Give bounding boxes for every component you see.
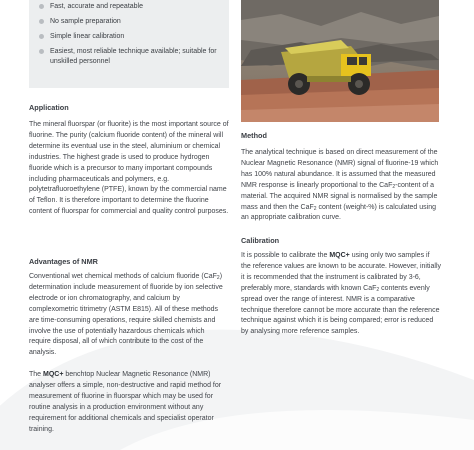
application-text: The mineral fluorspar (or fluorite) is the most important source of fluorine. The purity (calcium fluoride content) of the mineral will determine its eventual use in the steel, aluminium or chemical industries. The highest grade is used to produce hydrogen fluoride which is a precursor to many important compounds including pharmaceuticals and polymers, e.g. polytetrafluoroethylene (PTFE), known by the commercial name of Teflon. It is therefore important to determine the fluorine content of fluorspar for commercial and quality control purposes.	[29, 121, 229, 216]
advantages-text-1: Conventional wet chemical methods of calcium fluoride (CaF$_2$) determination include measurement of fluoride by ion selective electrode or ion chromatography, and calcium by complexometric titrimetry (ASTM E815). All of these methods are time-consuming operations, require skilled chemists and involve the use of potentially hazardous chemicals which require disposal, all of which contribute to the cost of the analysis.	[29, 273, 223, 357]
feature-item: Easiest, most reliable technique available; suitable for unskilled personnel	[39, 47, 224, 67]
bullet-icon	[39, 34, 44, 39]
features-panel	[29, 0, 229, 88]
brand-name: MQC+	[43, 371, 64, 378]
bullet-icon	[39, 19, 44, 24]
calibration-heading: Calibration	[241, 236, 280, 245]
method-heading: Method	[241, 131, 267, 140]
application-heading: Application	[29, 103, 69, 112]
bullet-icon	[39, 4, 44, 9]
bullet-icon	[39, 49, 44, 54]
method-text: The analytical technique is based on direct measurement of the Nuclear Magnetic Resonance (NMR) signal of fluorine-19 which has 100% natural abundance. It is assumed that the measured NMR response is linearly proportional to the CaF$_2$-content of a material. The acquired NMR signal is normalised by the sample mass and then the CaF$_2$ content (weight-%) is calculated using an appropriate calibration curve.	[241, 149, 439, 222]
advantages-heading: Advantages of NMR	[29, 257, 98, 266]
advantages-text-2: The MQC+ benchtop Nuclear Magnetic Resonance (NMR) analyser offers a simple, non-destructive and rapid method for measurement of fluorine in fluorspar which may be used for routine analysis in a production environment without any requirement for additional chemicals and specialist operator training.	[29, 371, 222, 433]
feature-list	[39, 2, 224, 72]
feature-item: Fast, accurate and repeatable	[39, 2, 224, 12]
calibration-text: It is possible to calibrate the MQC+ using only two samples if the reference values are known to be accurate. However, initially it is recommended that the instrument is calibrated by 3-6, preferably more, standards with known CaF$_2$ contents evenly spread over the range of interest. NMR is a comparative technique therefore cannot be more accurate than the reference technique against which it is being compared; error is reduced by analysing more reference samples.	[241, 252, 441, 336]
feature-item: Simple linear calibration	[39, 32, 224, 42]
mining-truck-photo	[241, 0, 439, 122]
feature-item: No sample preparation	[39, 17, 224, 27]
brand-name: MQC+	[329, 252, 350, 259]
